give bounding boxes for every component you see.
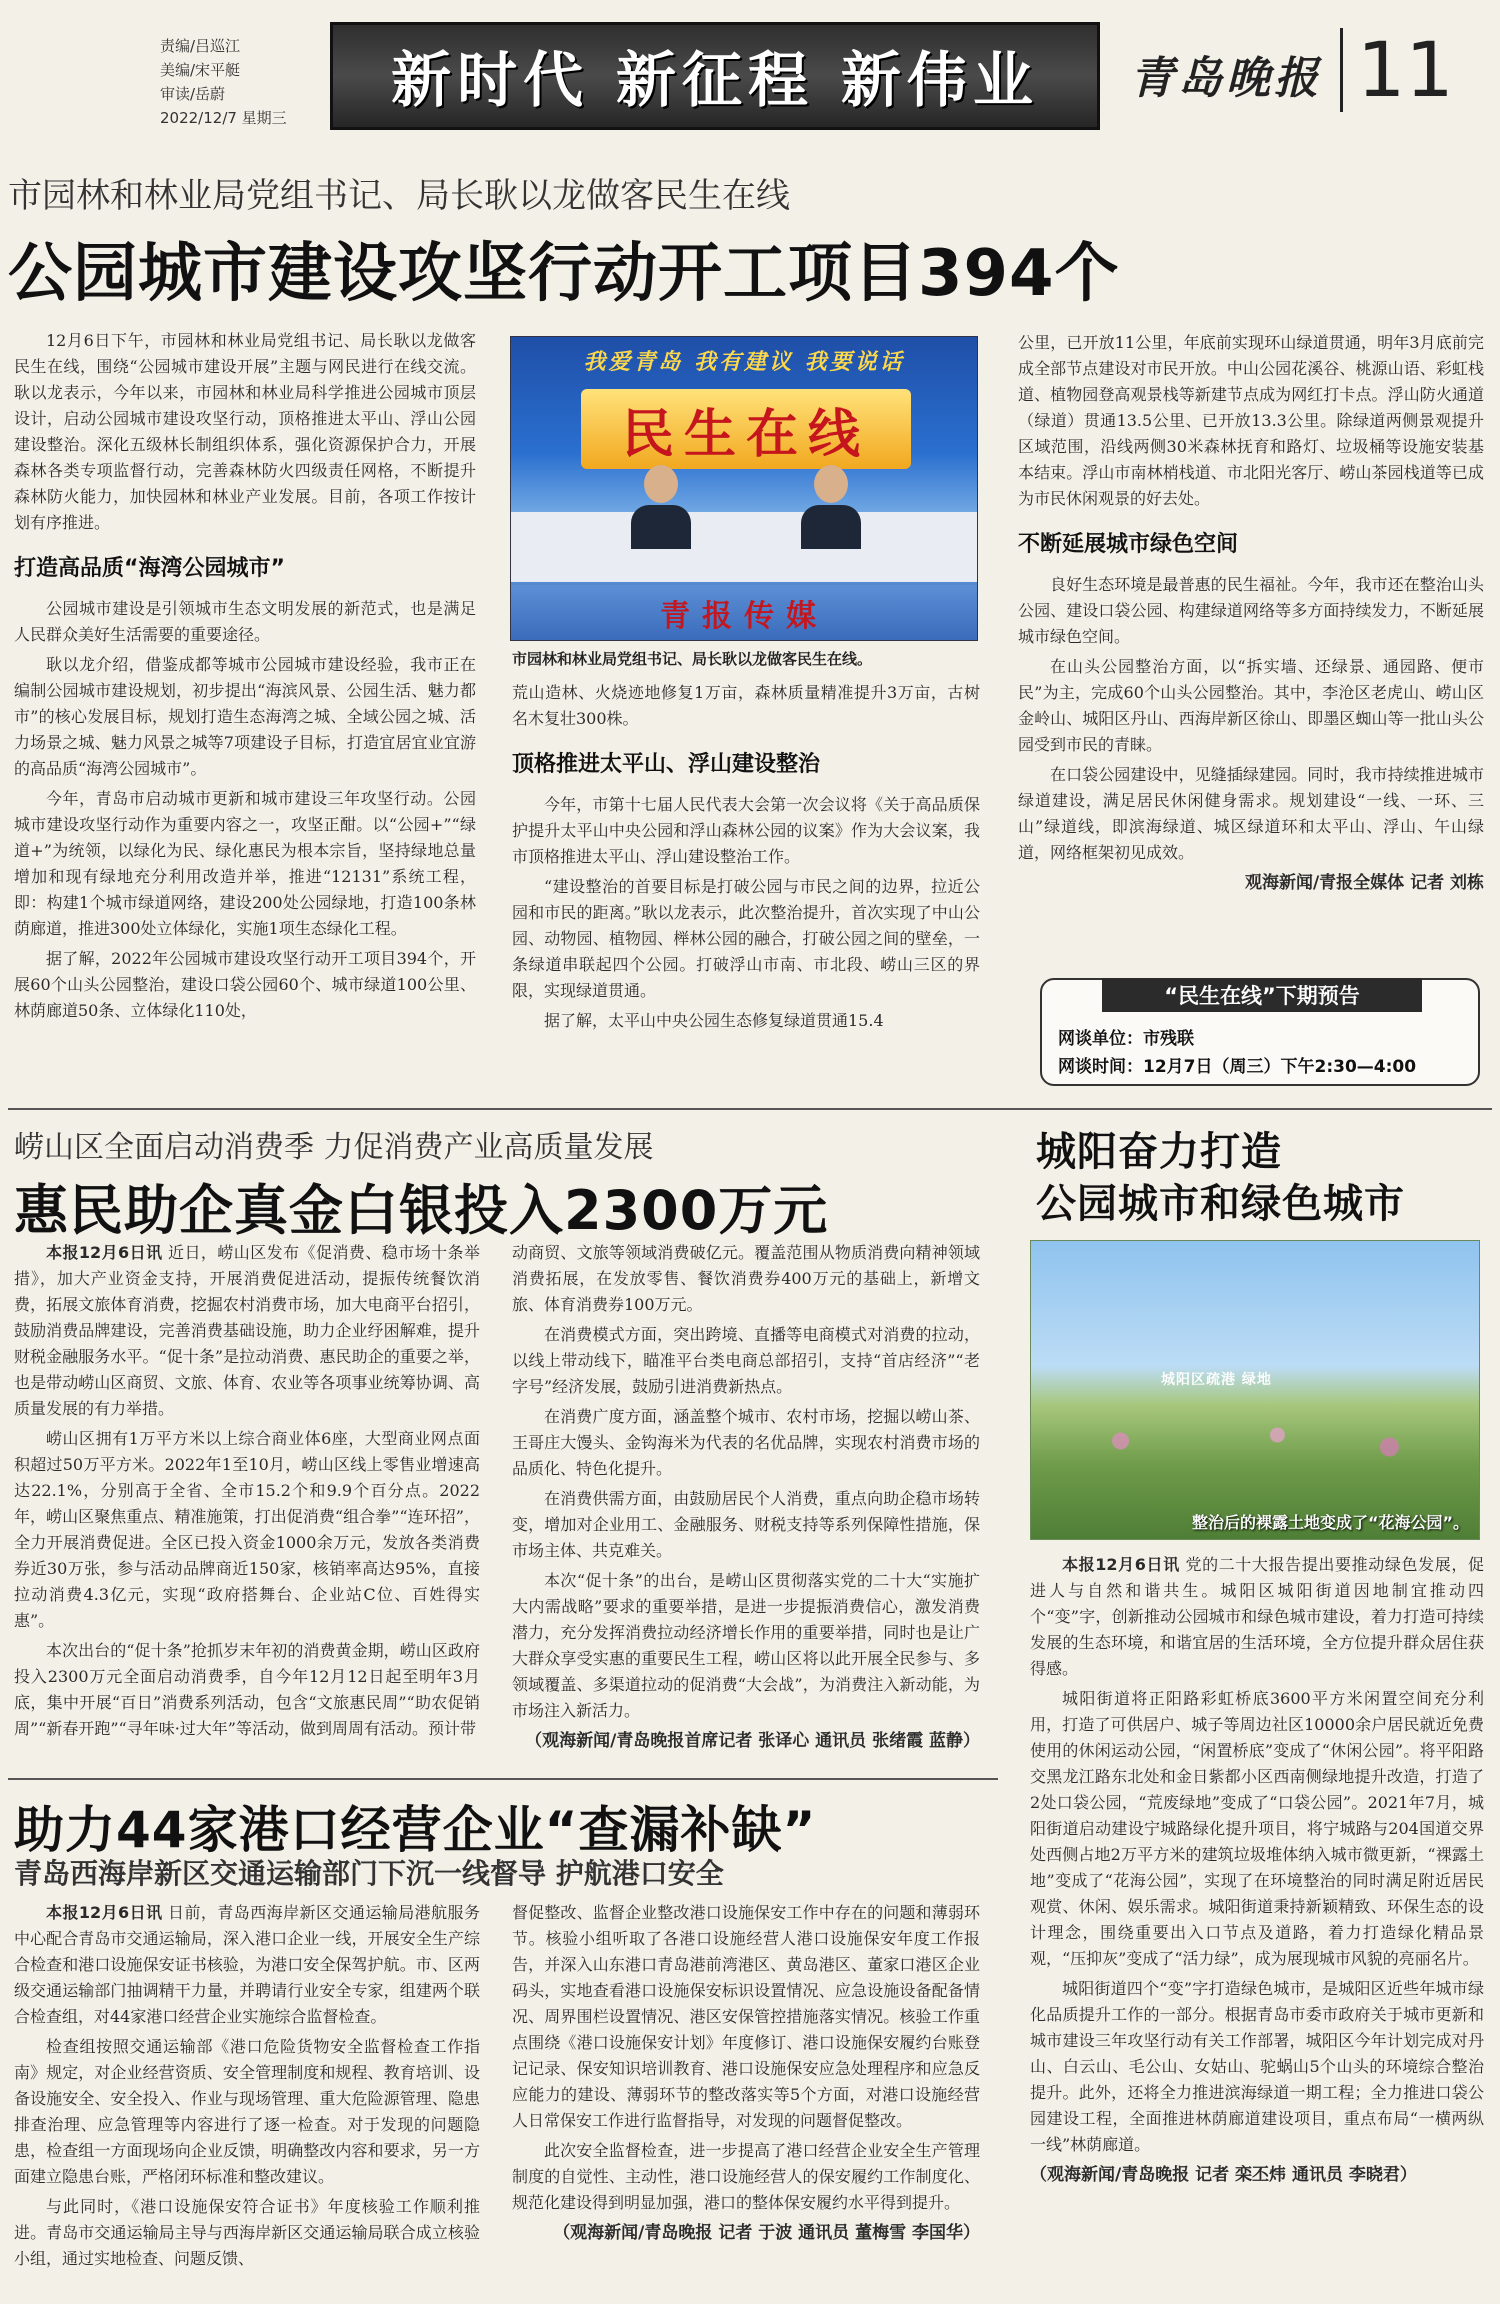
article2-column-2 [512, 1240, 980, 1770]
article1-byline: 观海新闻/青报全媒体 记者 刘栋 [1244, 873, 1484, 893]
paragraph: “建设整治的首要目标是打破公园与市民之间的边界，拉近公园和市民的距离。”耿以龙表示，此次整治提升，首次实现了中山公园、动物园、植物园、榉林公园的融合，打破公园之间的壁垒，一条绿道串联起四个公园。打破浮山市南、市北段、崂山三区的界限，实现绿道贯通。 [512, 877, 980, 1000]
photo-media-logo: 青报传媒 [511, 585, 977, 641]
section-slogan: 新时代 新征程 新伟业 [391, 46, 1039, 116]
photo-banner-title: 民生在线 [581, 389, 911, 469]
paragraph: 督促整改、监督企业整改港口设施保安工作中存在的问题和薄弱环节。核验小组听取了各港口设施经营人港口设施保安年度工作报告，并深入山东港口青岛港前湾港区、黄岛港区、董家口港区企业码头，实地查看港口设施保安标识设置情况、应急设施设备配备情况、周界围栏设置情况、港区安保管控措施落实情况。核验工作重点围绕《港口设施保安计划》年度修订、港口设施保安履约台账登记记录、保安知识培训教育、港口设施保安应急处理程序和应急反应能力的建设、薄弱环节的整改落实等5个方面，对港口设施经营人日常保安工作进行监督指导，对发现的问题督促整改。 [512, 1903, 980, 2130]
article3-dateline: 本报12月6日讯 [1062, 1555, 1180, 1574]
article3-headline-line-1: 城阳奋力打造 [1036, 1129, 1282, 1175]
article1-subheading-3: 不断延展城市绿色空间 [1018, 532, 1239, 557]
preview-title: “民生在线”下期预告 [1102, 978, 1422, 1012]
article2-dateline: 本报12月6日讯 [46, 1243, 163, 1262]
section-divider [8, 1108, 1492, 1110]
photo-guest-figure [631, 465, 691, 545]
article3-headline [1036, 1126, 1405, 1230]
paragraph [14, 1900, 480, 2030]
article4-column-2 [512, 1900, 980, 2298]
photo-host-figure [801, 465, 861, 545]
designer-name: 美编/宋平艇 [160, 61, 241, 79]
paragraph: 在消费供需方面，由鼓励居民个人消费，重点向助企稳市场转变，增加对企业用工、金融服务、财税支持等系列保障性措施，保市场主体、共克难关。 [512, 1489, 980, 1560]
page-number: 11 [1340, 28, 1454, 112]
paragraph-text: 日前，青岛西海岸新区交通运输局港航服务中心配合青岛市交通运输局，深入港口企业一线，开展安全生产综合检查和港口设施保安证书核验，为港口安全保驾护航。市、区两级交通运输部门抽调精干力量，并聘请行业安全专家，组建两个联合检查组，对44家港口经营企业实施综合监督检查。 [14, 1903, 480, 2026]
article4-column-1 [14, 1900, 480, 2298]
photo-desk [511, 512, 977, 582]
article1-column-2 [512, 680, 980, 1100]
paragraph [14, 1240, 480, 1422]
paragraph: 12月6日下午，市园林和林业局党组书记、局长耿以龙做客民生在线，围绕“公园城市建设开展”主题与网民进行在线交流。耿以龙表示，今年以来，市园林和林业局科学推进公园城市顶层设计，启动公园城市建设攻坚行动，顶格推进太平山、浮山公园建设整治。深化五级林长制组织体系，强化资源保护合力，开展森林各类专项监督行动，完善森林防火四级责任网格，不断提升森林防火能力，加快园林和林业产业发展。目前，各项工作按计划有序推进。 [14, 331, 476, 532]
paragraph: 在口袋公园建设中，见缝插绿建园。同时，我市持续推进城市绿道建设，满足居民休闲健身需求。规划建设“一线、一环、三山”绿道线，即滨海绿道、城区绿道环和太平山、浮山、午山绿道，网络框架初见成效。 [1018, 765, 1484, 862]
article1-photo [510, 336, 978, 641]
paragraph: 检查组按照交通运输部《港口危险货物安全监督检查工作指南》规定，对企业经营资质、安全管理制度和规程、教育培训、设备设施安全、安全投入、作业与现场管理、重大危险源管理、隐患排查治理、应急管理等内容进行了逐一检查。对于发现的问题隐患，检查组一方面现场向企业反馈，明确整改内容和要求，另一方面建立隐患台账，严格闭环标准和整改建议。 [14, 2037, 480, 2186]
section-slogan-banner [330, 22, 1100, 130]
article1-subheading-2: 顶格推进太平山、浮山建设整治 [512, 752, 821, 777]
photo-sign: 城阳区疏港 绿地 [1161, 1372, 1272, 1388]
paragraph-text: 党的二十大报告提出要推动绿色发展，促进人与自然和谐共生。城阳区城阳街道因地制宜推动四个“变”字，创新推动公园城市和绿色城市建设，着力打造可持续发展的生态环境，和谐宜居的生活环境，全方位提升群众居住获得感。 [1030, 1555, 1484, 1678]
article3-headline-line-2: 公园城市和绿色城市 [1036, 1181, 1405, 1227]
paragraph: 本次出台的“促十条”抢抓岁末年初的消费黄金期，崂山区政府投入2300万元全面启动消费季，自今年12月12日起至明年3月底，集中开展“百日”消费系列活动，包含“文旅惠民周”“助农促销周”“新春开跑”“寻年味·过大年”等活动，做到周周有活动。预计带 [14, 1641, 480, 1738]
article3-byline: （观海新闻/青岛晚报 记者 栾丕炜 通讯员 李晓君） [1030, 2165, 1417, 2185]
article4-dateline: 本报12月6日讯 [46, 1903, 163, 1922]
article3-photo [1030, 1240, 1480, 1540]
preview-unit: 网谈单位：市残联 [1058, 1029, 1194, 1049]
article1-kicker: 市园林和林业局党组书记、局长耿以龙做客民生在线 [8, 176, 790, 216]
editor-credits [160, 34, 330, 130]
paragraph: 今年，青岛市启动城市更新和城市建设三年攻坚行动。公园城市建设攻坚行动作为重要内容之一，攻坚正酣。以“公园+”“绿道+”为统领，以绿化为民、绿化惠民为根本宗旨，坚持绿地总量增加和现有绿地充分利用改造并举，推进“12131”系统工程，即：构建1个城市绿道网络，建设200处公园绿地，打造100条林荫廊道，推进300处立体绿化，实施1项生态绿化工程。 [14, 789, 476, 938]
article1-subheading-1: 打造高品质“海湾公园城市” [14, 556, 285, 581]
paragraph: 耿以龙介绍，借鉴成都等城市公园城市建设经验，我市正在编制公园城市建设规划，初步提出“海滨风景、公园生活、魅力都市”的核心发展目标，规划打造生态海湾之城、全域公园之城、活力场景之城、魅力风景之城等7项建设子目标，打造宜居宜业宜游的高品质“海湾公园城市”。 [14, 655, 476, 778]
paragraph: 在山头公园整治方面，以“拆实墙、还绿景、通园路、便市民”为主，完成60个山头公园整治。其中，李沧区老虎山、崂山区金岭山、城阳区丹山、西海岸新区徐山、即墨区蜘山等一批山头公园受到市民的青睐。 [1018, 657, 1484, 754]
article4-kicker: 青岛西海岸新区交通运输部门下沉一线督导 护航港口安全 [14, 1857, 724, 1890]
article2-byline: （观海新闻/青岛晚报首席记者 张译心 通讯员 张绪霞 蓝静） [525, 1731, 980, 1751]
paragraph: 本次“促十条”的出台，是崂山区贯彻落实党的二十大“实施扩大内需战略”要求的重要举措，是进一步提振消费信心，激发消费潜力，充分发挥消费拉动经济增长作用的重要举措，同时也是让广大群众享受实惠的重要民生工程，崂山区将以此开展全民参与、多领域覆盖、多渠道拉动的促消费“大会战”，为消费注入新动能，为市场注入新活力。 [512, 1571, 980, 1720]
paragraph: 崂山区拥有1万平方米以上综合商业体6座，大型商业网点面积超过50万平方米。2022年1至10月，崂山区线上零售业增速高达22.1%，分别高于全省、全市15.2个和9.9个百分点。2022年，崂山区聚焦重点、精准施策，打出促消费“组合拳”“连环招”，全力开展消费促进。全区已投入资金1000余万元，发放各类消费券近30万张，参与活动品牌商近150家，核销率高达95%，直接拉动消费4.3亿元，实现“政府搭舞台、企业站C位、百姓得实惠”。 [14, 1429, 480, 1630]
paragraph: 荒山造林、火烧迹地修复1万亩，森林质量精准提升3万亩，古树名木复壮300株。 [512, 683, 980, 728]
article4-headline: 助力44家港口经营企业“查漏补缺” [14, 1801, 817, 1859]
editor-name: 责编/吕巡江 [160, 37, 241, 55]
article1-column-1 [14, 328, 476, 1098]
paragraph: 在消费模式方面，突出跨境、直播等电商模式对消费的拉动，以线上带动线下，瞄准平台类电商总部招引，支持“首店经济”“老字号”经济发展，鼓励引进消费新热点。 [512, 1325, 980, 1396]
article2-column-1 [14, 1240, 480, 1770]
section-divider [8, 1778, 998, 1780]
proofreader-name: 审读/岳蔚 [160, 85, 226, 103]
article1-column-3 [1018, 330, 1484, 950]
paragraph: 动商贸、文旅等领域消费破亿元。覆盖范围从物质消费向精神领域消费拓展，在发放零售、餐饮消费券400万元的基础上，新增文旅、体育消费券100万元。 [512, 1243, 980, 1314]
article4-byline: （观海新闻/青岛晚报 记者 于波 通讯员 董梅雪 李国华） [553, 2223, 980, 2243]
photo-flower-field [1031, 1411, 1479, 1471]
paragraph: 据了解，2022年公园城市建设攻坚行动开工项目394个，开展60个山头公园整治，建设口袋公园60个、城市绿道100公里、林荫廊道50条、立体绿化110处， [14, 949, 476, 1020]
article2-kicker: 崂山区全面启动消费季 力促消费产业高质量发展 [14, 1130, 654, 1165]
paragraph-text: 近日，崂山区发布《促消费、稳市场十条举措》，加大产业资金支持，开展消费促进活动，提振传统餐饮消费，拓展文旅体育消费，挖掘农村消费市场，加大电商平台招引，鼓励消费品牌建设，完善消费基础设施，助力企业纾困解难，提升财税金融服务水平。“促十条”是拉动消费、惠民助企的重要之举，也是带动崂山区商贸、文旅、体育、农业等各项事业统筹协调、高质量发展的有力举措。 [14, 1243, 480, 1418]
paragraph [1030, 1552, 1484, 1682]
next-issue-preview-box [1040, 978, 1480, 1086]
article2-headline: 惠民助企真金白银投入2300万元 [14, 1179, 829, 1242]
masthead [0, 0, 1500, 150]
preview-time: 网谈时间：12月7日（周三）下午2:30—4:00 [1058, 1057, 1417, 1077]
article3-column [1030, 1552, 1484, 2297]
paragraph: 公里，已开放11公里，年底前实现环山绿道贯通，明年3月底前完成全部节点建设对市民开放。中山公园花溪谷、桃源山语、彩虹栈道、植物园登高观景栈等新建节点成为网红打卡点。浮山防火通道（绿道）贯通13.5公里、已开放13.3公里。除绿道两侧景观提升区域范围，沿线两侧30米森林抚育和路灯、垃圾桶等设施安装基本结束。浮山市南林梢栈道、市北阳光客厅、崂山茶园栈道等已成为市民休闲观景的好去处。 [1018, 333, 1484, 508]
paragraph: 城阳街道四个“变”字打造绿色城市，是城阳区近些年城市绿化品质提升工作的一部分。根据青岛市委市政府关于城市更新和城市建设三年攻坚行动有关工作部署，城阳区今年计划完成对丹山、白云山、毛公山、女姑山、驼蜗山5个山头的环境综合整治提升。此外，还将全力推进滨海绿道一期工程；全力推进口袋公园建设工程，全面推进林荫廊道建设项目，重点布局“一横两纵一线”林荫廊道。 [1030, 1979, 1484, 2154]
paragraph: 良好生态环境是最普惠的民生福祉。今年，我市还在整治山头公园、建设口袋公园、构建绿道网络等多方面持续发力，不断延展城市绿色空间。 [1018, 575, 1484, 646]
article3-photo-caption: 整治后的裸露土地变成了“花海公园”。 [1191, 1513, 1469, 1532]
article1-headline: 公园城市建设攻坚行动开工项目394个 [8, 237, 1120, 311]
paragraph: 此次安全监督检查，进一步提高了港口经营企业安全生产管理制度的自觉性、主动性，港口设施经营人的保安履约工作制度化、规范化建设得到明显加强，港口的整体保安履约水平得到提升。 [512, 2141, 980, 2212]
paragraph: 今年，市第十七届人民代表大会第一次会议将《关于高品质保护提升太平山中央公园和浮山森林公园的议案》作为大会议案，我市顶格推进太平山、浮山建设整治工作。 [512, 795, 980, 866]
paragraph: 与此同时，《港口设施保安符合证书》年度核验工作顺利推进。青岛市交通运输局主导与西海岸新区交通运输局联合成立核验小组，通过实地检查、问题反馈、 [14, 2197, 480, 2268]
issue-date: 2022/12/7 星期三 [160, 109, 287, 127]
newspaper-logo: 青岛晚报 [1130, 53, 1322, 104]
paragraph: 城阳街道将正阳路彩虹桥底3600平方米闲置空间充分利用，打造了可供居户、城子等周边社区10000余户居民就近免费使用的休闲运动公园，“闲置桥底”变成了“休闲公园”。将平阳路交黑龙江路东北处和金日紫都小区西南侧绿地提升改造，打造了2处口袋公园，“荒废绿地”变成了“口袋公园”。2021年7月，城阳街道启动建设宁城路绿化提升项目，将宁城路与204国道交界处西侧占地2万平方米的建筑垃圾堆体纳入城市微更新，“裸露土地”变成了“花海公园”，实现了在环境整治的同时满足附近居民观赏、休闲、娱乐需求。城阳街道秉持新颖精致、环保生态的设计理念，围绕重要出入口节点及道路，着力打造绿化精品景观，“压抑灰”变成了“活力绿”，成为展现城市风貌的亮丽名片。 [1030, 1689, 1484, 1968]
photo-banner-slogan: 我爱青岛 我有建议 我要说话 [583, 350, 905, 375]
paragraph: 据了解，太平山中央公园生态修复绿道贯通15.4 [544, 1011, 884, 1030]
article1-photo-caption: 市园林和林业局党组书记、局长耿以龙做客民生在线。 [512, 650, 873, 668]
paragraph: 公园城市建设是引领城市生态文明发展的新范式，也是满足人民群众美好生活需要的重要途径。 [14, 599, 476, 644]
paragraph: 在消费广度方面，涵盖整个城市、农村市场，挖掘以崂山茶、王哥庄大馒头、金钩海米为代表的名优品牌，实现农村消费市场的品质化、特色化提升。 [512, 1407, 980, 1478]
